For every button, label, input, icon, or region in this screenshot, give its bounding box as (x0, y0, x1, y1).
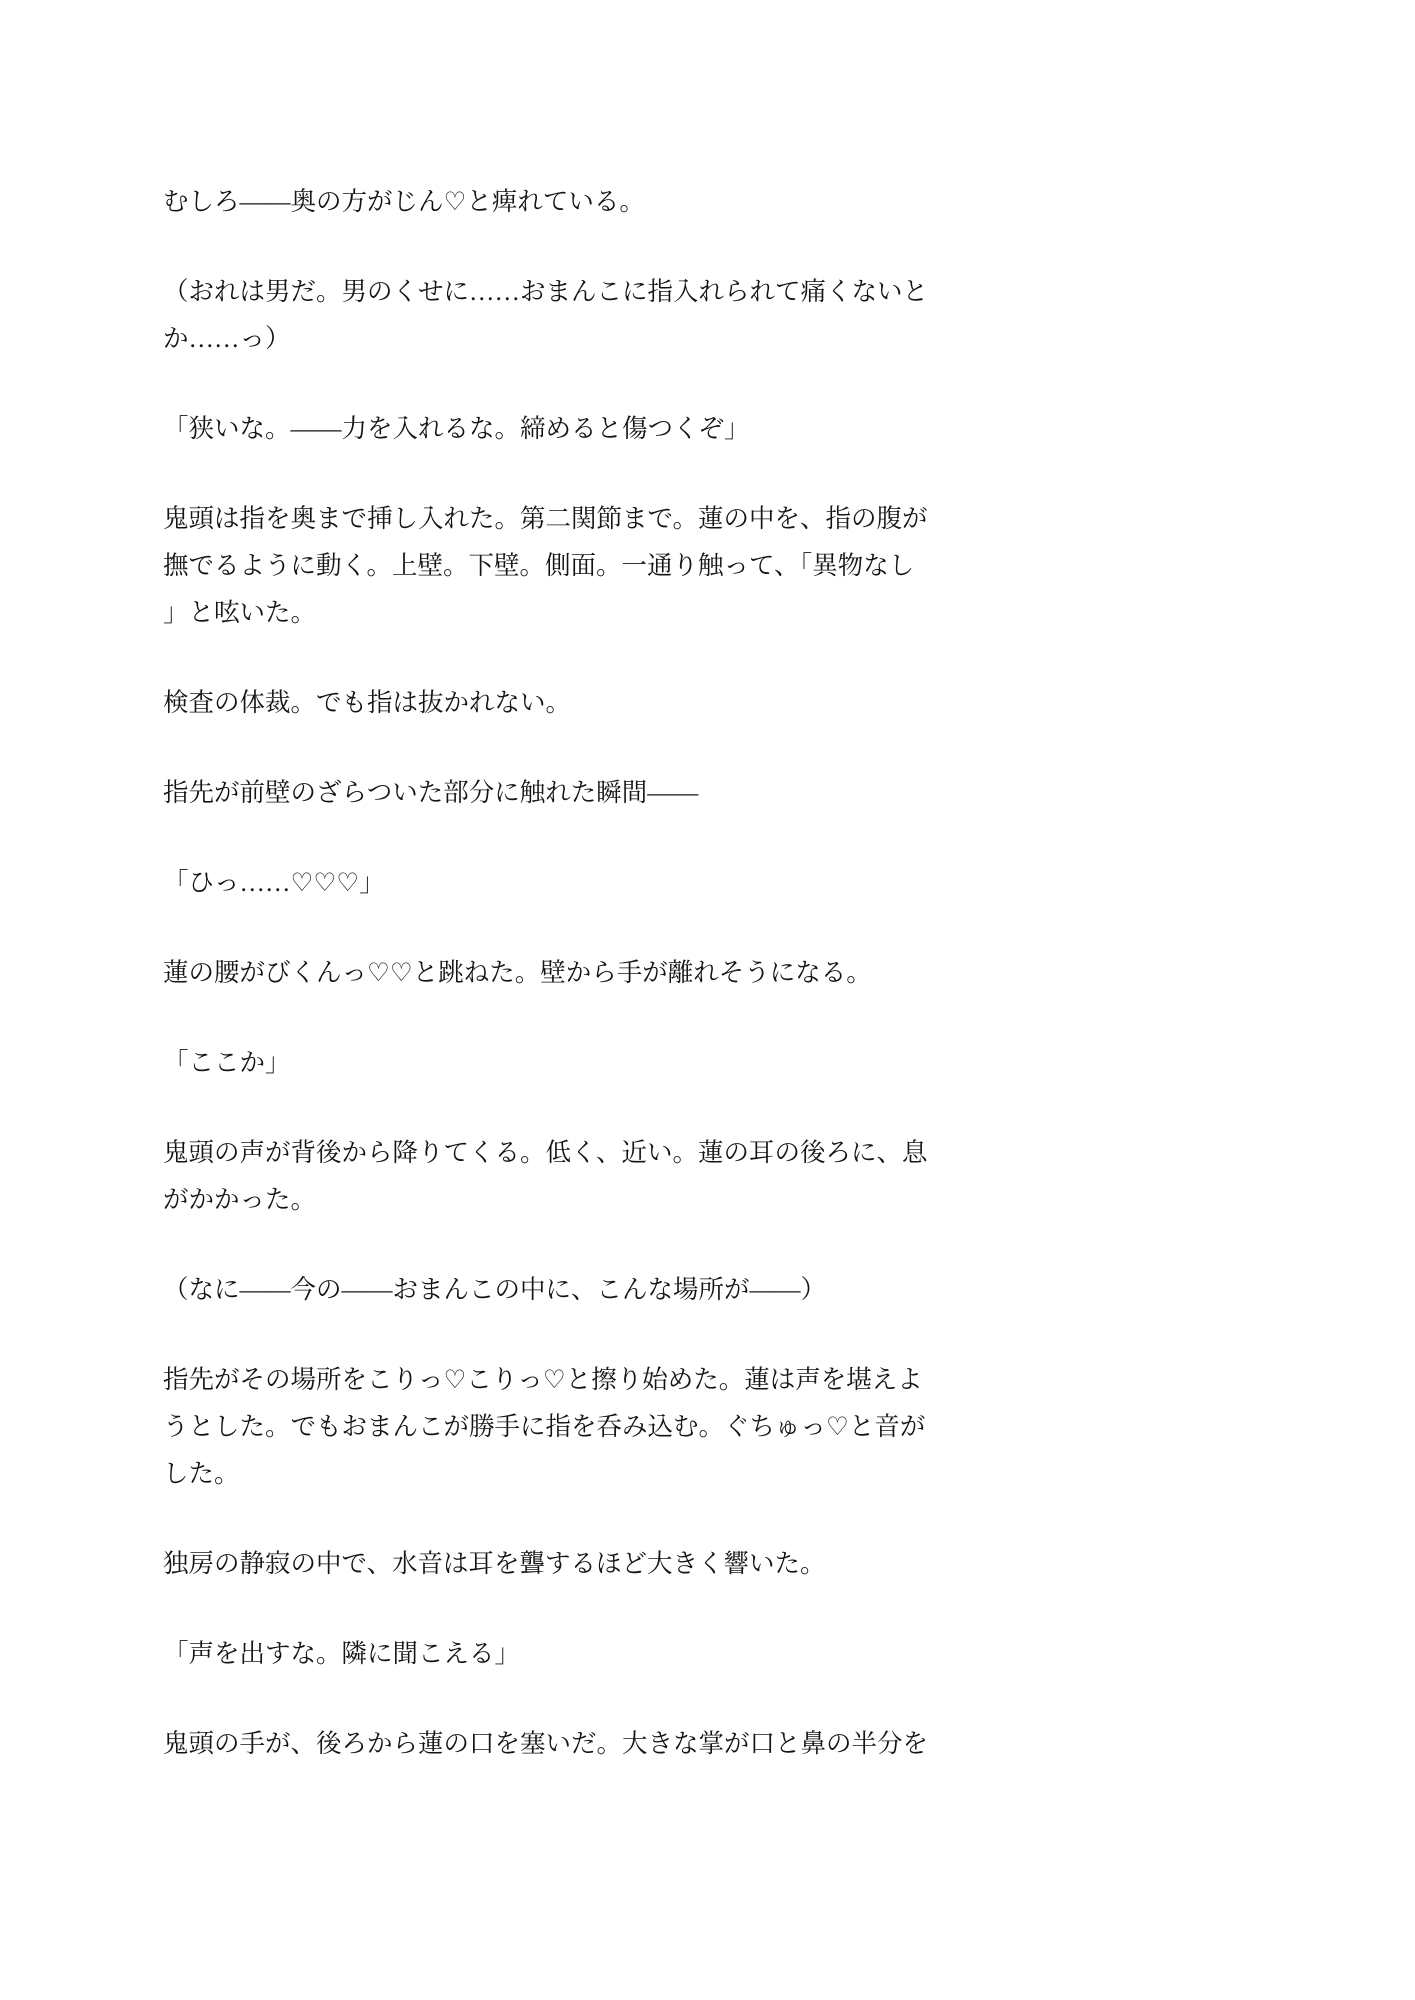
paragraph (163, 1039, 953, 1086)
text-line: 撫でるように動く。上壁。下壁。側面。一通り触って、「異物なし (163, 551, 915, 580)
paragraph (163, 769, 953, 816)
text-line: 検査の体裁。でも指は抜かれない。 (163, 688, 572, 717)
paragraph (163, 679, 953, 726)
text-line: した。 (163, 1459, 240, 1488)
text-line: 指先が前壁のざらついた部分に触れた瞬間—— (163, 778, 699, 807)
text-line: 鬼頭の手が、後ろから蓮の口を塞いだ。大きな掌が口と鼻の半分を (163, 1729, 929, 1758)
paragraph (163, 1129, 953, 1223)
paragraph (163, 1266, 953, 1313)
text-line: 「ここか」 (163, 1048, 291, 1077)
paragraph (163, 1630, 953, 1677)
text-line: むしろ——奥の方がじん♡と痺れている。 (163, 187, 645, 216)
text-line: （おれは男だ。男のくせに……おまんこに指入れられて痛くないと (163, 277, 929, 306)
text-line: か……っ） (163, 324, 291, 353)
text-line: 独房の静寂の中で、水音は耳を聾するほど大きく響いた。 (163, 1549, 826, 1578)
paragraph (163, 1356, 953, 1497)
paragraph (163, 859, 953, 906)
text-line: がかかった。 (163, 1185, 317, 1214)
text-line: 鬼頭は指を奥まで挿し入れた。第二関節まで。蓮の中を、指の腹が (163, 504, 928, 533)
document-body (163, 178, 953, 1810)
text-line: 」と呟いた。 (163, 598, 317, 627)
paragraph (163, 949, 953, 996)
text-line: 指先がその場所をこりっ♡こりっ♡と擦り始めた。蓮は声を堪えよ (163, 1365, 923, 1394)
text-line: うとした。でもおまんこが勝手に指を呑み込む。ぐちゅっ♡と音が (163, 1412, 926, 1441)
paragraph (163, 1720, 953, 1767)
paragraph (163, 405, 953, 452)
paragraph (163, 268, 953, 362)
text-line: 「ひっ……♡♡♡」 (163, 868, 385, 897)
text-line: 蓮の腰がびくんっ♡♡と跳ねた。壁から手が離れそうになる。 (163, 958, 872, 987)
text-line: 「声を出すな。隣に聞こえる」 (163, 1639, 521, 1668)
paragraph (163, 495, 953, 636)
text-line: （なに——今の——おまんこの中に、こんな場所が——） (163, 1275, 827, 1304)
paragraph (163, 178, 953, 225)
text-line: 鬼頭の声が背後から降りてくる。低く、近い。蓮の耳の後ろに、息 (163, 1138, 928, 1167)
paragraph (163, 1540, 953, 1587)
text-line: 「狭いな。——力を入れるな。締めると傷つくぞ」 (163, 414, 750, 443)
